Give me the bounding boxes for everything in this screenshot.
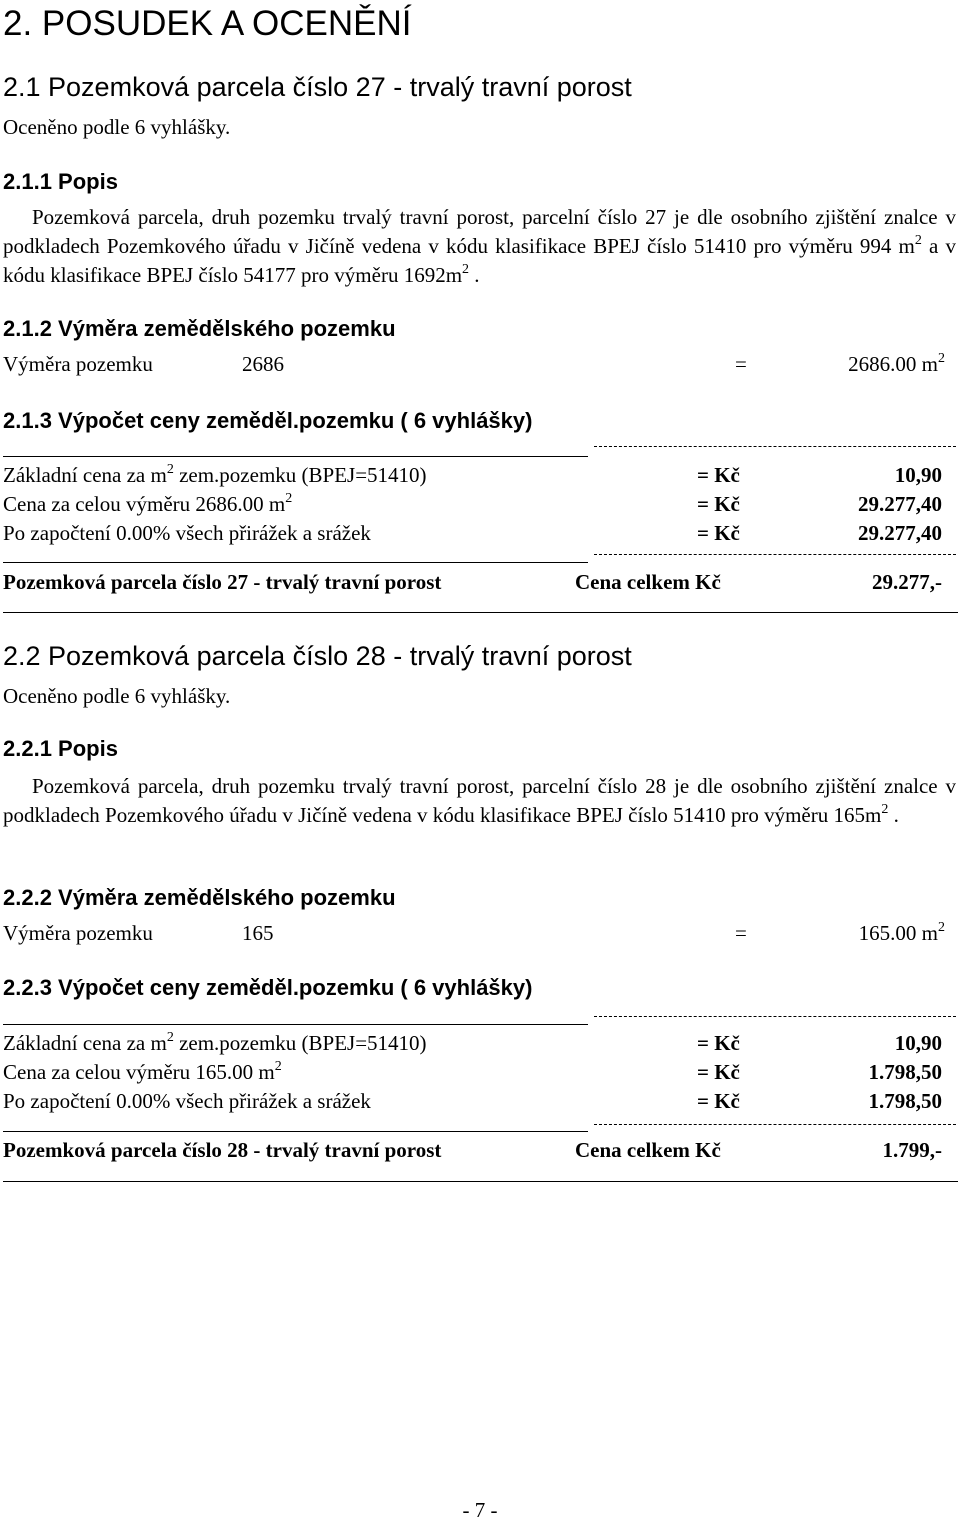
calc-row-value: 10,90 <box>894 1031 942 1055</box>
calc-row-value: 1.798,50 <box>868 1089 942 1113</box>
subsection-heading-area: 2.2.2 Výměra zemědělského pozemku <box>3 885 396 910</box>
subsection-heading-calculation: 2.2.3 Výpočet ceny zeměděl.pozemku ( 6 vyhlášky) <box>3 975 533 1000</box>
calc-row-value: 29.277,40 <box>858 521 942 545</box>
total-caption: Cena celkem Kč <box>575 570 721 594</box>
calc-row-value: 29.277,40 <box>858 492 942 516</box>
area-input-value: 165 <box>242 921 274 945</box>
calc-row-label: Cena za celou výměru 2686.00 $m^2$ <box>3 491 293 516</box>
dashed-divider <box>594 446 956 447</box>
divider <box>3 1181 958 1182</box>
valuation-basis: Oceněno podle 6 vyhlášky. <box>3 115 231 139</box>
page-number: - 7 - <box>462 1498 498 1522</box>
dashed-divider <box>594 1016 956 1017</box>
calc-row-value: 10,90 <box>894 463 942 487</box>
divider <box>3 562 588 563</box>
subsection-heading-description: 2.2.1 Popis <box>3 736 118 761</box>
calc-row-label: Po započtení 0.00% všech přirážek a srážek <box>3 1089 371 1113</box>
subsection-heading-calculation: 2.1.3 Výpočet ceny zeměděl.pozemku ( 6 vyhlášky) <box>3 408 533 433</box>
subsection-heading-description: 2.1.1 Popis <box>3 169 118 194</box>
description-paragraph: Pozemková parcela, druh pozemku trvalý travní porost, parcelní číslo 28 je dle osobního zjištění znalce v podkladech Pozemkového úřadu v Jičíně vedena v kódu klasifikace BPEJ číslo 51410 pro výměru $165m^2$ . <box>3 774 956 827</box>
calc-row-label: Základní cena za $m^2$ zem.pozemku (BPEJ=51410) <box>3 462 427 487</box>
total-value: 29.277,- <box>872 570 942 594</box>
calc-row-currency: = Kč <box>697 463 740 487</box>
subsection-heading-area: 2.1.2 Výměra zemědělského pozemku <box>3 316 396 341</box>
divider <box>3 456 588 457</box>
calc-row-currency: = Kč <box>697 1060 740 1084</box>
valuation-basis: Oceněno podle 6 vyhlášky. <box>3 684 231 708</box>
section-heading: 2.2 Pozemková parcela číslo 28 - trvalý travní porost <box>3 641 632 671</box>
calc-row-label: Základní cena za $m^2$ zem.pozemku (BPEJ=51410) <box>3 1030 427 1055</box>
area-input-value: 2686 <box>242 352 284 376</box>
calc-row-value: 1.798,50 <box>868 1060 942 1084</box>
area-equals: = <box>735 921 747 945</box>
calc-row-currency: = Kč <box>697 492 740 516</box>
divider <box>3 1131 588 1132</box>
section-heading: 2.1 Pozemková parcela číslo 27 - trvalý travní porost <box>3 72 632 102</box>
area-result: 2686.00 $m^2$ <box>848 351 945 376</box>
page-title: 2. POSUDEK A OCENĚNÍ <box>3 4 412 43</box>
dashed-divider <box>594 554 956 555</box>
divider <box>3 1024 588 1025</box>
area-equals: = <box>735 352 747 376</box>
calc-row-currency: = Kč <box>697 521 740 545</box>
divider <box>3 612 958 613</box>
description-paragraph: Pozemková parcela, druh pozemku trvalý travní porost, parcelní číslo 27 je dle osobního zjištění znalce v podkladech Pozemkového úřadu v Jičíně vedena v kódu klasifikace BPEJ číslo 51410 pro výměru 994 $m^2$ a v kódu klasifikace BPEJ číslo 54177 pro výměru $1692m^2$ . <box>3 205 956 287</box>
total-value: 1.799,- <box>882 1138 942 1162</box>
calc-row-currency: = Kč <box>697 1031 740 1055</box>
dashed-divider <box>594 1124 956 1125</box>
total-caption: Cena celkem Kč <box>575 1138 721 1162</box>
area-label: Výměra pozemku <box>3 352 153 376</box>
calc-row-currency: = Kč <box>697 1089 740 1113</box>
area-label: Výměra pozemku <box>3 921 153 945</box>
calc-row-label: Cena za celou výměru 165.00 $m^2$ <box>3 1059 282 1084</box>
area-result: 165.00 $m^2$ <box>858 920 945 945</box>
total-label: Pozemková parcela číslo 27 - trvalý travní porost <box>3 570 442 594</box>
total-label: Pozemková parcela číslo 28 - trvalý travní porost <box>3 1138 442 1162</box>
calc-row-label: Po započtení 0.00% všech přirážek a srážek <box>3 521 371 545</box>
